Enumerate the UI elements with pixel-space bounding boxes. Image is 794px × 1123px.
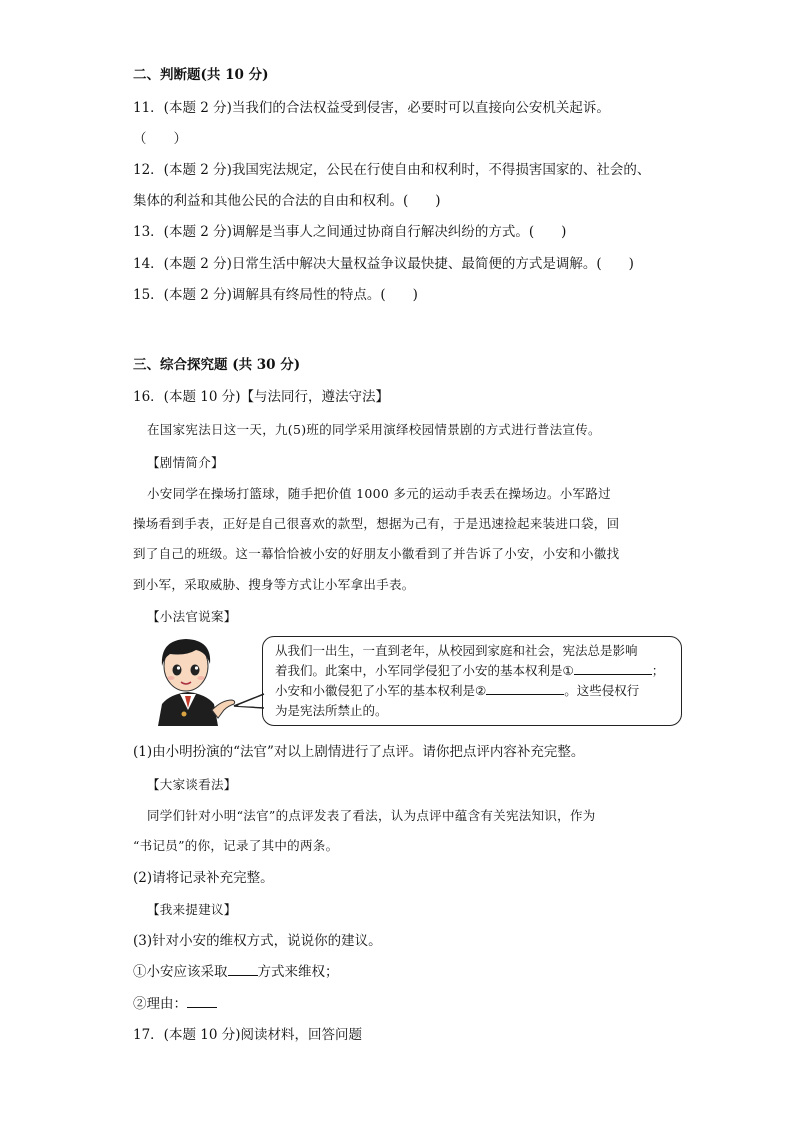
sub-question-1: (1)由小明扮演的“法官”对以上剧情进行了点评。请你把点评内容补充完整。 [133, 744, 585, 760]
question-17-title: 17．(本题 10 分)阅读材料，回答问题 [133, 1027, 362, 1043]
bubble-line-2-text: 着我们。此案中，小军同学侵犯了小安的基本权利是① [275, 663, 574, 678]
sub-question-3: (3)针对小安的维权方式，说说你的建议。 [133, 933, 382, 949]
opinion-line-2: “书记员”的你，记录了其中的两条。 [133, 838, 339, 853]
section2-heading: 二、判断题(共 10 分) [133, 67, 269, 83]
bubble-line-1: 从我们一出生，一直到老年，从校园到家庭和社会，宪法总是影响 [275, 643, 638, 658]
question-15: 15．(本题 2 分)调解具有终局性的特点。( ) [133, 287, 418, 303]
section3-heading: 三、综合探究题 (共 30 分) [133, 357, 301, 373]
judge-avatar-icon [140, 630, 240, 728]
judge-heading: 【小法官说案】 [147, 609, 237, 624]
plot-heading: 【剧情简介】 [147, 455, 224, 470]
answer-blank-2[interactable] [486, 682, 564, 695]
bubble-line-2-end: ； [651, 663, 665, 678]
sub-question-3-a-pre: ①小安应该采取 [133, 964, 228, 980]
opinion-line-1: 同学们针对小明“法官”的点评发表了看法，认为点评中蕴含有关宪法知识，作为 [147, 808, 596, 823]
sub-question-3-a [133, 963, 339, 981]
bubble-line-4: 为是宪法所禁止的。 [275, 703, 388, 718]
answer-blank-1[interactable] [574, 662, 652, 675]
suggest-heading: 【我来提建议】 [147, 902, 237, 917]
plot-line-2: 操场看到手表，正好是自己很喜欢的款型，想据为己有，于是迅速捡起来装进口袋，回 [133, 516, 620, 531]
bubble-line-3-text: 小安和小徽侵犯了小军的基本权利是② [275, 683, 487, 698]
opinion-heading: 【大家谈看法】 [147, 777, 237, 792]
question-13: 13．(本题 2 分)调解是当事人之间通过协商自行解决纠纷的方式。( ) [133, 224, 567, 240]
plot-line-1: 小安同学在操场打篮球，随手把价值 1000 多元的运动手表丢在操场边。小军路过 [147, 486, 611, 501]
sub-question-3-b [133, 995, 217, 1013]
judge-speech-bubble [262, 636, 682, 726]
answer-blank-3[interactable] [228, 963, 258, 976]
question-11-line1: 11．(本题 2 分)当我们的合法权益受到侵害，必要时可以直接向公安机关起诉。 [133, 100, 610, 116]
question-14: 14．(本题 2 分)日常生活中解决大量权益争议最快捷、最简便的方式是调解。( ) [133, 256, 634, 272]
plot-line-3: 到了自己的班级。这一幕恰恰被小安的好朋友小徽看到了并告诉了小安，小安和小徽找 [133, 546, 620, 561]
question-16-title: 16．(本题 10 分)【与法同行，遵法守法】 [133, 389, 389, 405]
question-16-intro: 在国家宪法日这一天，九(5)班的同学采用演绎校园情景剧的方式进行普法宣传。 [147, 422, 601, 437]
plot-line-4: 到小军，采取威胁、搜身等方式让小军拿出手表。 [133, 577, 415, 592]
bubble-line-3-end: 。这些侵权行 [564, 683, 640, 698]
question-12-line2: 集体的利益和其他公民的合法的自由和权利。( ) [133, 193, 441, 209]
sub-question-3-a-post: 方式来维权； [257, 964, 339, 980]
question-12-line1: 12．(本题 2 分)我国宪法规定，公民在行使自由和权利时，不得损害国家的、社会的、 [133, 162, 651, 178]
sub-question-3-b-pre: ②理由： [133, 996, 187, 1012]
sub-question-2: (2)请将记录补充完整。 [133, 870, 274, 886]
question-11-line2: （ ） [133, 131, 187, 147]
bubble-line-2 [275, 661, 671, 681]
bubble-line-3 [275, 681, 671, 701]
bubble-tail [232, 692, 266, 714]
answer-blank-4[interactable] [187, 995, 217, 1008]
